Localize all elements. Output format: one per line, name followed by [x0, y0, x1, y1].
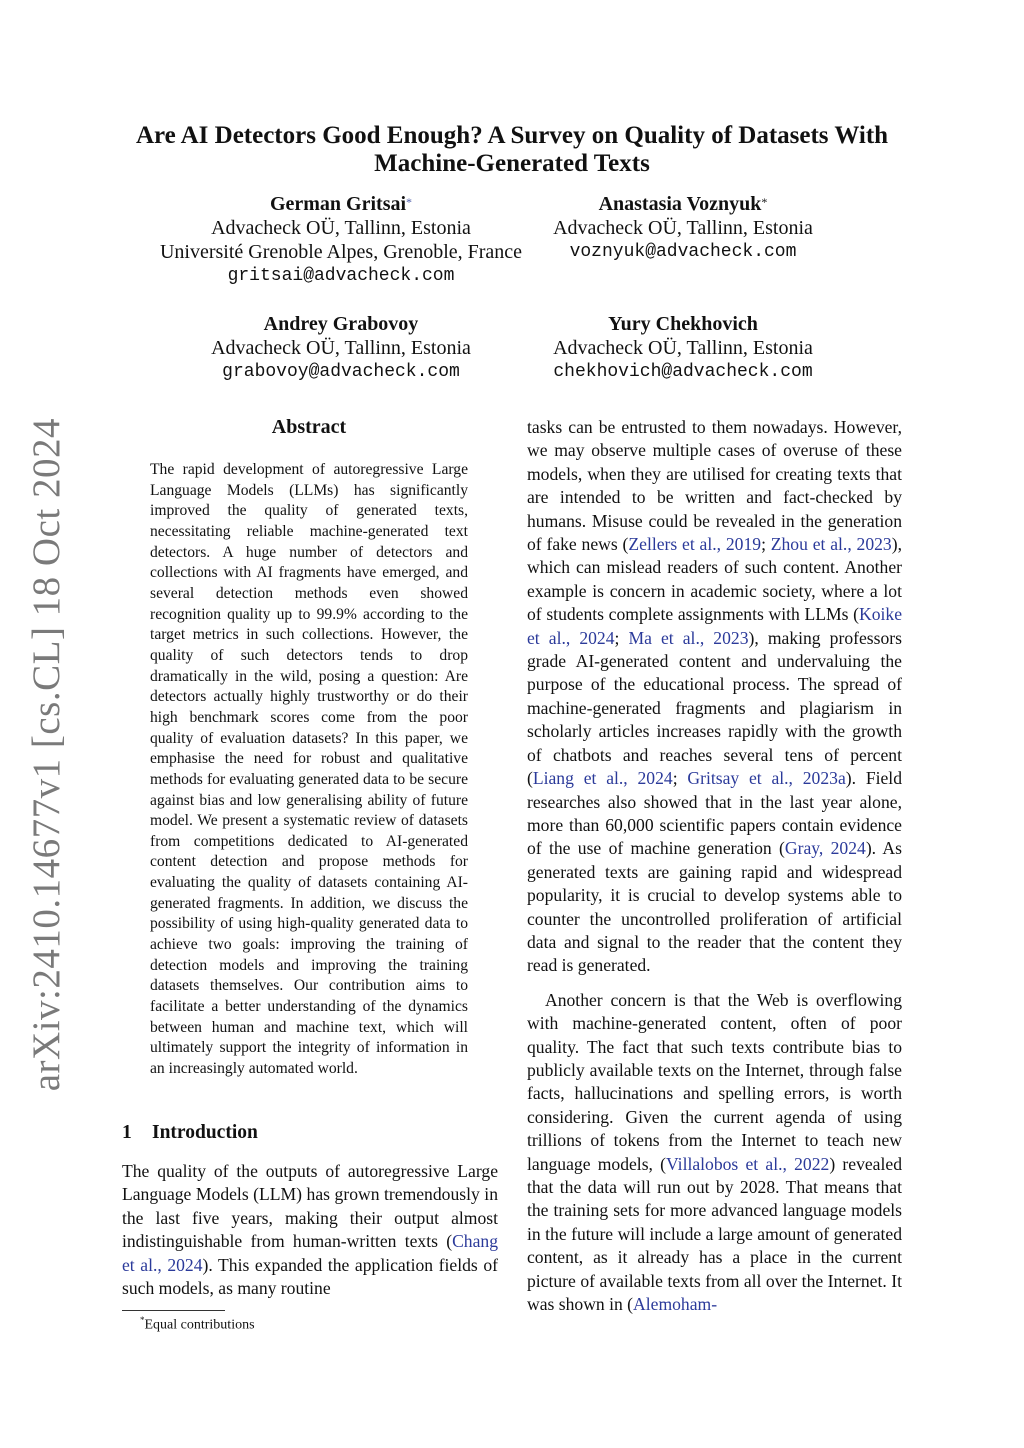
author-email[interactable]: grabovoy@advacheck.com — [222, 362, 460, 382]
citation-link[interactable]: Zellers et al., 2019 — [628, 534, 762, 555]
author-name: Yury Chekhovich — [608, 313, 758, 335]
author-affiliation: Advacheck OÜ, Tallinn, Estonia — [211, 337, 471, 359]
arxiv-identifier — [18, 418, 74, 1092]
intro-paragraph-2: tasks can be entrusted to them nowadays. However, we may observe multiple cases of overuse of these models, when they are utilised for creating texts that are intended to be written and fact-checked by humans. Misuse could be revealed in the generation of fake news (Zellers et al., 2019; Zhou et al., 2023), which can mislead readers of such content. Another example is concern in academic society, where a lot of students complete assignments with LLMs (Koike et al., 2024; Ma et al., 2023), making professors grade AI-generated content and undervaluing the purpose of the educational process. The spread of machine-generated fragments and plagiarism in scholarly articles increases rapidly with the growth of chatbots and reaches several tens of percent (Liang et al., 2024; Gritsay et al., 2023a). Field researches also showed that in the last year alone, more than 60,000 scientific papers contain evidence of the use of machine generation (Gray, 2024). As generated texts are gaining rapid and widespread popularity, it is crucial to develop systems able to counter the uncontrolled proliferation of artificial data and signal to the reader that the content they read is generated. — [527, 417, 902, 976]
right-column-body — [527, 416, 902, 1316]
paper-title — [100, 122, 924, 178]
citation-link[interactable]: Zhou et al., 2023 — [770, 534, 892, 555]
citation-link[interactable]: Koike et al., 2024 — [527, 604, 902, 648]
author-block-2 — [538, 192, 828, 264]
citation-link[interactable]: Chang et al., 2024 — [122, 1231, 498, 1275]
citation-link[interactable]: Villalobos et al., 2022 — [666, 1153, 830, 1174]
author-email[interactable]: voznyuk@advacheck.com — [569, 242, 797, 262]
author-affiliation: Université Grenoble Alpes, Grenoble, France — [159, 241, 523, 263]
author-email[interactable]: chekhovich@advacheck.com — [553, 362, 813, 382]
section-number: 1 — [122, 1122, 132, 1143]
author-block-1 — [150, 192, 532, 288]
author-email[interactable]: gritsai@advacheck.com — [227, 266, 455, 286]
footnote-divider — [122, 1310, 225, 1311]
citation-link[interactable]: Gritsay et al., 2023a — [687, 768, 846, 789]
author-affiliation: Advacheck OÜ, Tallinn, Estonia — [553, 337, 813, 359]
equal-contribution-mark: * — [761, 195, 768, 209]
author-affiliation: Advacheck OÜ, Tallinn, Estonia — [553, 217, 813, 239]
abstract-paragraph: The rapid development of autoregressive Large Language Models (LLMs) has significantly improved the quality of generated texts, necessitating reliable machine-generated text detectors. A huge number of detectors and collections with AI fragments have emerged, and several detection methods even showed recognition quality up to 99.9% according to the target metrics in such collections. However, the quality of such detectors tends to drop dramatically in the wild, posing a question: Are detectors actually highly trustworthy or do their high benchmark scores come from the poor quality of evaluation datasets? In this paper, we emphasise the need for robust and qualitative methods for evaluating generated data to be secure against bias and low generalising ability of future model. We present a systematic review of datasets from competitions dedicated to AI-generated content detection and propose methods for evaluating the quality of datasets containing AI-generated fragments. In addition, we discuss the possibility of using high-quality generated data to achieve two goals: improving the training of detection models and improving the training datasets themselves. Our contribution aims to facilitate a better understanding of the dynamics between human and machine text, which will ultimately support the integrity of information in an increasingly automated world. — [150, 461, 468, 1078]
footnote-mark: * — [140, 1315, 145, 1325]
author-name: Andrey Grabovoy — [263, 313, 419, 335]
author-block-4 — [518, 312, 848, 384]
citation-link[interactable]: Ma et al., 2023 — [628, 627, 749, 648]
author-affiliation: Advacheck OÜ, Tallinn, Estonia — [211, 217, 471, 239]
intro-paragraph-3: Another concern is that the Web is overflowing with machine-generated content, often of poor quality. The fact that such texts contribute bias to publicly available texts on the Internet, through false facts, hallucinations and spelling errors, is worth considering. Given the current agenda of using trillions of tokens from the Internet to teach new language models, (Villalobos et al., 2022) revealed that the data will run out by 2028. That means that the training sets for more advanced language models in the future will include a large amount of generated content, as it already has a place in the current picture of available texts from all over the Internet. It was shown in (Alemoham- — [527, 989, 902, 1315]
title-line-2: Machine-Generated Texts — [374, 150, 650, 177]
footnote-text: Equal contributions — [144, 1317, 255, 1333]
section-title: Introduction — [152, 1122, 258, 1143]
section-heading-introduction — [122, 1122, 258, 1144]
author-name: German Gritsai — [269, 193, 407, 215]
citation-link[interactable]: Liang et al., 2024 — [532, 768, 673, 789]
author-name: Anastasia Voznyuk — [598, 193, 762, 215]
footnote — [140, 1315, 255, 1334]
left-column-body — [122, 1160, 498, 1300]
title-line-1: Are AI Detectors Good Enough? A Survey on Quality of Datasets With — [135, 122, 889, 149]
citation-link[interactable]: Alemoham- — [633, 1294, 718, 1315]
intro-paragraph-1: The quality of the outputs of autoregressive Large Language Models (LLM) has grown tremendously in the last five years, making their output almost indistinguishable from human-written texts (Chang et al., 2024). This expanded the application fields of such models, as many routine — [122, 1161, 498, 1299]
abstract-text — [150, 460, 468, 1080]
equal-contribution-mark[interactable]: * — [406, 195, 413, 209]
arxiv-identifier-text: arXiv:2410.14677v1 [cs.CL] 18 Oct 2024 — [24, 418, 68, 1092]
author-block-3 — [150, 312, 532, 384]
citation-link[interactable]: Gray, 2024 — [784, 838, 866, 859]
abstract-heading: Abstract — [271, 416, 347, 438]
